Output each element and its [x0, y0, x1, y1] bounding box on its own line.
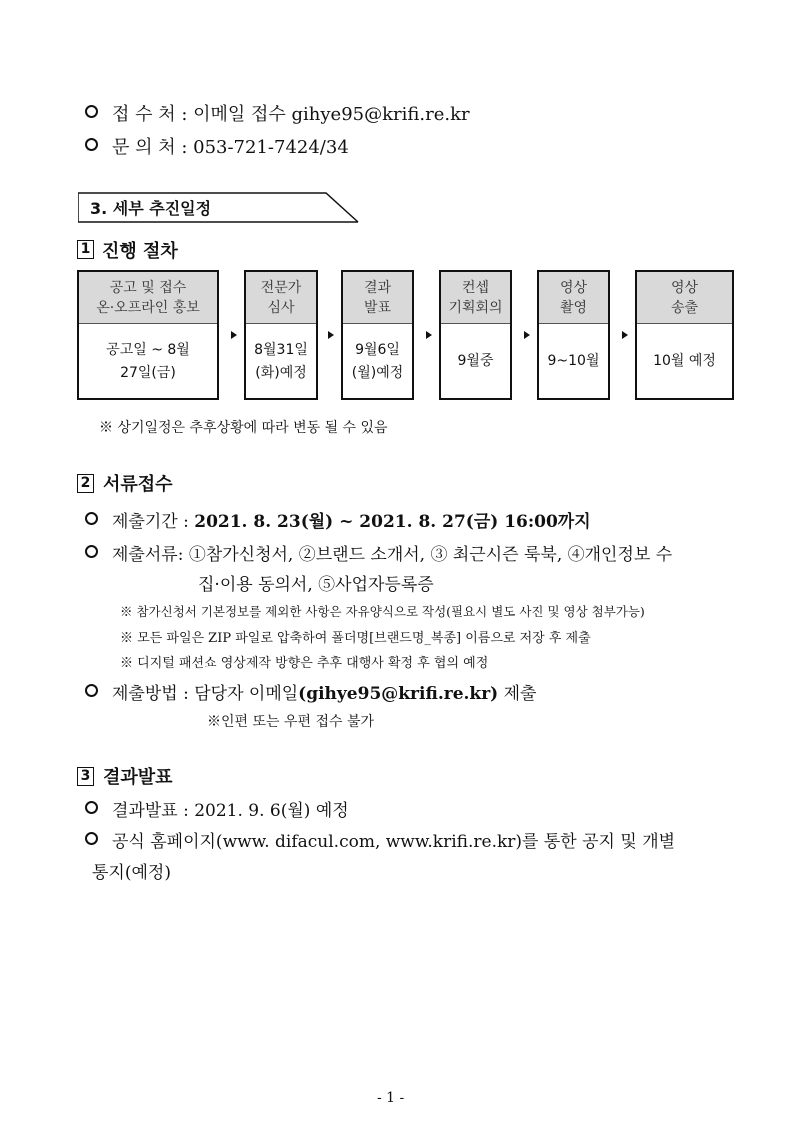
process-step-body: [637, 324, 732, 399]
process-step-head-line: 송출: [670, 299, 699, 316]
submission-period-label: 제출기간 :: [112, 512, 195, 532]
required-documents-line-1: 제출서류: ①참가신청서, ②브랜드 소개서, ③ 최근시즌 룩북, ④개인정보 수: [112, 545, 673, 565]
results-notice-line-2: 통지(예정): [92, 863, 171, 883]
submission-method-note: ※인편 또는 우편 접수 불가: [207, 714, 375, 730]
bullet-circle-icon: [85, 801, 98, 814]
process-step-head-line: 기획회의: [448, 299, 503, 316]
bullet-circle-icon: [85, 512, 98, 525]
process-step-header: [441, 272, 510, 324]
schedule-note: ※ 상기일정은 추후상황에 따라 변동 될 수 있음: [99, 420, 388, 436]
process-step: [341, 270, 414, 400]
bullet-circle-icon: [85, 138, 98, 151]
process-step-body-line: 9월중: [457, 353, 494, 369]
process-step: [244, 270, 318, 400]
section-title: 3. 세부 추진일정: [90, 199, 212, 218]
contact-line-1: 접 수 처 : 이메일 접수 gihye95@krifi.re.kr: [112, 104, 470, 125]
process-step-body-line: 공고일 ~ 8월: [106, 341, 190, 358]
number-box-icon: 3: [77, 767, 94, 786]
process-step-body: [343, 324, 412, 399]
process-step-body: [246, 324, 316, 399]
required-documents-line-2: 집·이용 동의서, ⑤사업자등록증: [198, 575, 434, 595]
bullet-circle-icon: [85, 832, 98, 845]
arrow-right-icon: [524, 331, 530, 339]
arrow-right-icon: [231, 331, 237, 339]
process-step-header: [79, 272, 217, 324]
arrow-right-icon: [328, 331, 334, 339]
results-notice-line-1: 공식 홈페이지(www. difacul.com, www.krifi.re.kr)를 통한 공지 및 개별: [112, 832, 676, 852]
process-step-header: [637, 272, 732, 324]
process-step-header: [343, 272, 412, 324]
bullet-circle-icon: [85, 545, 98, 558]
bullet-circle-icon: [85, 105, 98, 118]
process-step: [77, 270, 219, 400]
results-date: 결과발표 : 2021. 9. 6(월) 예정: [112, 801, 349, 821]
process-step-body-line: 9~10월: [547, 353, 600, 369]
documents-note-3: ※ 디지털 패션쇼 영상제작 방향은 추후 대행사 확정 후 협의 예정: [120, 656, 489, 671]
process-step-head-line: 촬영: [559, 299, 588, 316]
section-heading-tab: [78, 191, 360, 224]
arrow-right-icon: [426, 331, 432, 339]
process-step-head-line: 영상: [559, 279, 588, 296]
process-step-body: [441, 324, 510, 399]
number-box-icon: 1: [77, 240, 94, 259]
process-step-head-line: 전문가: [260, 279, 302, 296]
process-step-head-line: 결과: [363, 279, 392, 296]
process-step-head-line: 심사: [267, 299, 295, 316]
process-step-body-line: (월)예정: [351, 364, 404, 381]
process-step-body: [539, 324, 608, 399]
submission-method-label: 제출방법 : 담당자 이메일: [112, 684, 299, 704]
documents-note-2: ※ 모든 파일은 ZIP 파일로 압축하여 폴더명[브랜드명_복종] 이름으로 저장 후 제출: [120, 631, 591, 646]
process-step-header: [539, 272, 608, 324]
process-step-head-line: 온·오프라인 홍보: [96, 299, 200, 316]
submission-period-value: 2021. 8. 23(월) ~ 2021. 8. 27(금) 16:00까지: [194, 512, 591, 532]
process-step-body-line: 27일(금): [120, 364, 176, 381]
process-step-head-line: 컨셉: [461, 279, 490, 296]
submission-period: [112, 507, 591, 532]
bullet-circle-icon: [85, 684, 98, 697]
process-step-head-line: 공고 및 접수: [109, 279, 187, 296]
process-step-header: [246, 272, 316, 324]
page-number: - 1 -: [377, 1090, 405, 1106]
process-step-head-line: 발표: [363, 299, 392, 316]
process-step: [635, 270, 734, 400]
submission-method-tail: 제출: [498, 684, 537, 704]
process-step-body-line: 9월6일: [355, 341, 400, 358]
results-title: 결과발표: [103, 767, 173, 788]
process-step-body-line: 10월 예정: [653, 353, 716, 369]
process-step-body-line: (화)예정: [255, 364, 307, 381]
process-step: [439, 270, 512, 400]
contact-line-2: 문 의 처 : 053-721-7424/34: [112, 137, 349, 158]
submission-method-email: (gihye95@krifi.re.kr): [298, 684, 499, 704]
process-step: [537, 270, 610, 400]
arrow-right-icon: [622, 331, 628, 339]
number-box-icon: 2: [77, 474, 94, 493]
procedure-title: 진행 절차: [102, 241, 178, 262]
process-step-body-line: 8월31일: [254, 341, 308, 358]
process-step-body: [79, 324, 217, 399]
submission-method: [112, 679, 536, 704]
documents-note-1: ※ 참가신청서 기본정보를 제외한 사항은 자유양식으로 작성(필요시 별도 사진 및 영상 첨부가능): [120, 604, 645, 619]
documents-title: 서류접수: [103, 474, 173, 495]
process-step-head-line: 영상: [670, 279, 699, 296]
